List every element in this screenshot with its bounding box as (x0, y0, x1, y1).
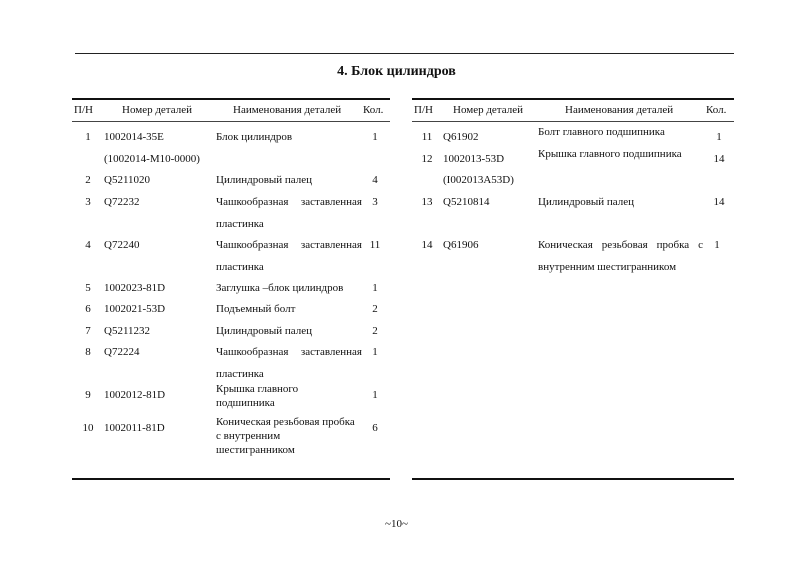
part-name: Цилиндровый палец (216, 325, 313, 337)
part-number: Q61906 (443, 239, 479, 251)
left-header-part-number: Номер деталей (122, 104, 192, 116)
table-row-number: 4 (85, 239, 91, 251)
table-row-number: 13 (421, 196, 433, 208)
part-qty: 1 (372, 389, 378, 401)
part-number: 1002012-81D (104, 389, 166, 401)
left-table-header-rule (72, 121, 390, 122)
right-table-bottom-rule (412, 478, 734, 480)
right-header-part-number: Номер деталей (453, 104, 523, 116)
part-number: Q72240 (104, 239, 140, 251)
left-table-bottom-rule (72, 478, 390, 480)
part-name: Коническая резьбовая пробка (216, 416, 355, 428)
part-name-cont: с внутренним (216, 430, 281, 442)
table-row-number: 3 (85, 196, 91, 208)
table-row-number: 1 (85, 131, 91, 143)
left-table-top-rule (72, 98, 390, 100)
table-row-number: 7 (85, 325, 91, 337)
part-qty: 6 (372, 422, 378, 434)
right-table-header-rule (412, 121, 734, 122)
part-number: 1002011-81D (104, 422, 165, 434)
part-qty: 11 (369, 239, 381, 251)
table-row-number: 9 (85, 389, 91, 401)
part-number: 1002014-35E (104, 131, 164, 143)
part-name-cont: пластинка (216, 261, 264, 273)
part-name: Подъемный болт (216, 303, 296, 315)
table-row-number: 2 (85, 174, 91, 186)
part-name: Заглушка –блок цилиндров (216, 282, 344, 294)
part-name: Коническая резьбовая пробка с (538, 239, 703, 251)
right-table-top-rule (412, 98, 734, 100)
part-qty: 14 (713, 153, 725, 165)
part-qty: 2 (372, 303, 378, 315)
right-header-pn: П/Н (414, 104, 433, 116)
part-number: Q5210814 (443, 196, 490, 208)
part-qty: 3 (372, 196, 378, 208)
part-number: 1002023-81D (104, 282, 166, 294)
top-rule (75, 53, 734, 54)
part-number: Q61902 (443, 131, 479, 143)
part-number: Q72232 (104, 196, 140, 208)
part-name: Крышка главного подшипника (538, 148, 682, 160)
part-qty: 1 (714, 239, 720, 251)
left-header-qty: Кол. (363, 104, 384, 116)
part-number: Q5211232 (104, 325, 151, 337)
part-qty: 1 (716, 131, 722, 143)
part-name: Чашкообразная заставленная (216, 196, 362, 208)
right-header-part-name: Наименования деталей (565, 104, 674, 116)
part-name-cont: внутренним шестигранником (538, 261, 677, 273)
part-qty: 1 (372, 131, 378, 143)
part-name: Цилиндровый палец (216, 174, 313, 186)
part-number: 1002013-53D (443, 153, 505, 165)
table-row-number: 14 (421, 239, 433, 251)
part-qty: 14 (713, 196, 725, 208)
part-number: Q72224 (104, 346, 140, 358)
part-name: Болт главного подшипника (538, 126, 665, 138)
part-name-cont: подшипника (216, 397, 275, 409)
part-qty: 1 (372, 346, 378, 358)
left-header-part-name: Наименования деталей (233, 104, 342, 116)
page-title: 4. Блок цилиндров (337, 64, 456, 79)
left-header-pn: П/Н (74, 104, 93, 116)
part-number: Q5211020 (104, 174, 151, 186)
table-row-number: 5 (85, 282, 91, 294)
part-name-cont: пластинка (216, 368, 264, 380)
part-name: Крышка главного (216, 383, 299, 395)
part-name: Чашкообразная заставленная (216, 346, 362, 358)
part-name: Цилиндровый палец (538, 196, 635, 208)
part-number-alt: (1002014-M10-0000) (104, 153, 200, 165)
table-row-number: 8 (85, 346, 91, 358)
part-qty: 2 (372, 325, 378, 337)
page-number: ~10~ (385, 518, 408, 530)
part-name: Блок цилиндров (216, 131, 293, 143)
part-name-cont: шестигранником (216, 444, 295, 456)
part-qty: 1 (372, 282, 378, 294)
part-number: 1002021-53D (104, 303, 166, 315)
table-row-number: 12 (421, 153, 433, 165)
right-header-qty: Кол. (706, 104, 727, 116)
part-name: Чашкообразная заставленная (216, 239, 362, 251)
table-row-number: 11 (421, 131, 433, 143)
part-name-cont: пластинка (216, 218, 264, 230)
part-number-alt: (I002013A53D) (443, 174, 514, 186)
table-row-number: 6 (85, 303, 91, 315)
part-qty: 4 (372, 174, 378, 186)
table-row-number: 10 (82, 422, 94, 434)
